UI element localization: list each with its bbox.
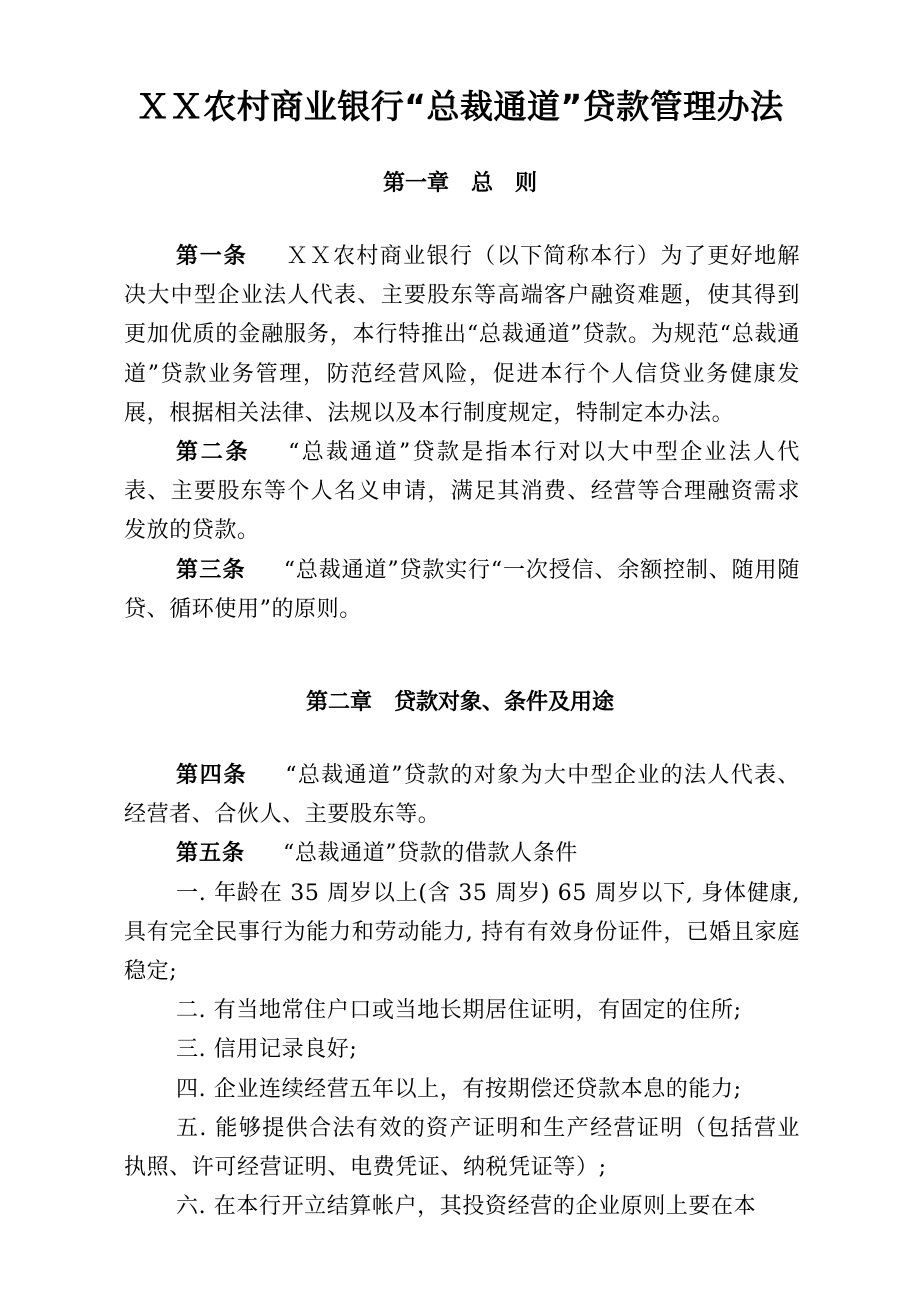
condition-item: 一. 年龄在 35 周岁以上(含 35 周岁) 65 周岁以下, 身体健康, 具有完全民事行为能力和劳动能力, 持有有效身份证件，已婚且家庭稳定; xyxy=(124,880,800,985)
article-3-label: 第三条 xyxy=(176,557,246,583)
condition-item: 五. 能够提供合法有效的资产证明和生产经营证明（包括营业执照、许可经营证明、电费凭证、纳税凭证等）; xyxy=(124,1115,800,1181)
chapter-1-heading: 第一章 总 则 xyxy=(382,171,537,196)
article-3 xyxy=(124,551,800,629)
article-2-text: “总裁通道”贷款是指本行对以大中型企业法人代表、主要股东等个人名义申请，满足其消费、经营等合理融资需求发放的贷款。 xyxy=(124,440,800,544)
article-1-text: ＸＸ农村商业银行（以下简称本行）为了更好地解决大中型企业法人代表、主要股东等高端客户融资难题，使其得到更加优质的金融服务，本行特推出“总裁通道”贷款。为规范“总裁通道”贷款业务管理，防范经营风险，促进本行个人信贷业务健康发展，根据相关法律、法规以及本行制度规定，特制定本办法。 xyxy=(124,244,800,426)
article-1-label: 第一条 xyxy=(176,244,248,269)
article-2-label: 第二条 xyxy=(176,440,251,466)
article-4 xyxy=(124,756,800,834)
condition-item: 四. 企业连续经营五年以上，有按期偿还贷款本息的能力; xyxy=(176,1076,742,1102)
chapter-2-body xyxy=(124,756,800,1226)
article-2 xyxy=(124,433,800,551)
document-title: ＸＸ农村商业银行“总裁通道”贷款管理办法 xyxy=(136,87,784,126)
condition-item: 二. 有当地常住户口或当地长期居住证明，有固定的住所; xyxy=(176,998,742,1024)
article-5-label: 第五条 xyxy=(176,841,246,867)
chapter-1-body xyxy=(124,237,800,629)
article-3-text: “总裁通道”贷款实行“一次授信、余额控制、随用随贷、循环使用”的原则。 xyxy=(124,557,800,622)
article-1 xyxy=(124,237,800,433)
article-4-text: “总裁通道”贷款的对象为大中型企业的法人代表、经营者、合伙人、主要股东等。 xyxy=(124,763,800,828)
condition-item: 六. 在本行开立结算帐户，其投资经营的企业原则上要在本 xyxy=(176,1194,757,1220)
condition-item: 三. 信用记录良好; xyxy=(176,1037,358,1063)
article-5-text: “总裁通道”贷款的借款人条件 xyxy=(283,841,578,867)
article-4-label: 第四条 xyxy=(176,763,248,788)
chapter-2-heading: 第二章 贷款对象、条件及用途 xyxy=(305,690,614,715)
article-5 xyxy=(124,834,800,873)
